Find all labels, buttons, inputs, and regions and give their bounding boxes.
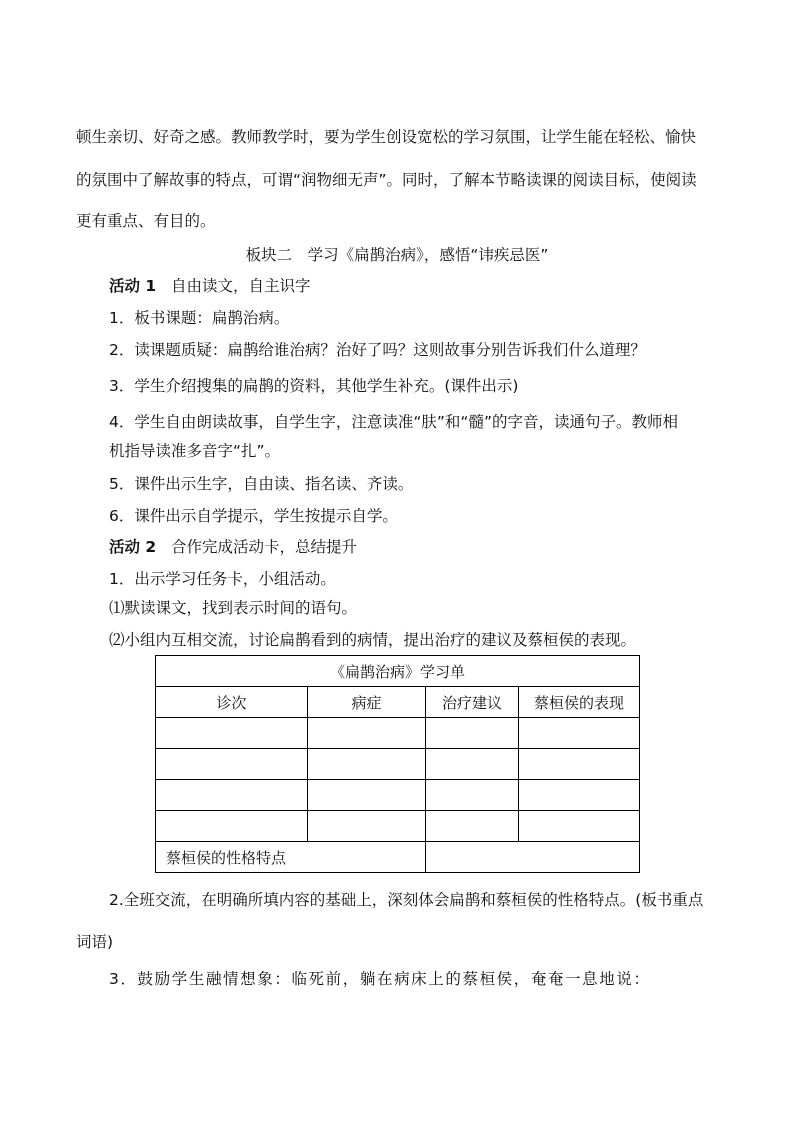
study-worksheet-table [155,655,640,873]
table-cell[interactable] [426,811,519,842]
table-row [156,780,640,811]
list-item: 1．出示学习任务卡，小组活动。 [109,570,336,588]
table-cell[interactable] [308,811,426,842]
table-row [156,811,640,842]
table-cell[interactable] [519,811,640,842]
table-cell[interactable] [519,780,640,811]
column-header: 病症 [308,687,426,718]
list-item: 2．读课题质疑：扁鹊给谁治病？治好了吗？这则故事分别告诉我们什么道理？ [109,341,646,359]
table-cell[interactable] [426,718,519,749]
table-cell[interactable] [156,780,308,811]
table-cell[interactable] [426,749,519,780]
table-title: 《扁鹊治病》学习单 [156,656,640,687]
table-cell[interactable] [519,718,640,749]
activity-label: 活动 2 [109,538,157,556]
table-cell[interactable] [426,842,640,873]
list-item: 4．学生自由朗读故事，自学生字，注意读准“肤”和“髓”的字音，读通句子。教师相 [109,413,678,431]
table-header-row [156,687,640,718]
column-header: 治疗建议 [426,687,519,718]
list-item: ⑵小组内互相交流，讨论扁鹊看到的病情，提出治疗的建议及蔡桓侯的表现。 [109,631,637,649]
activity-heading [109,276,310,296]
activity-label: 活动 1 [109,277,157,295]
list-item: 1．板书课题：扁鹊治病。 [109,309,290,327]
table-cell[interactable] [156,811,308,842]
table-cell[interactable] [156,749,308,780]
table-cell[interactable] [308,780,426,811]
list-item: 6．课件出示自学提示，学生按提示自学。 [109,507,398,525]
list-item: 机指导读准多音字“扎”。 [109,442,281,460]
paragraph-line: 3．鼓励学生融情想象：临死前，躺在病床上的蔡桓侯，奄奄一息地说： [109,970,651,988]
table-cell[interactable] [426,780,519,811]
paragraph-line: 的氛围中了解故事的特点，可谓“润物细无声”。同时，了解本节略读课的阅读目标，使阅读 [76,171,697,189]
footer-label: 蔡桓侯的性格特点 [156,842,426,873]
activity-title: 合作完成活动卡，总结提升 [170,538,357,556]
activity-heading [109,537,357,557]
column-header: 蔡桓侯的表现 [519,687,640,718]
section-title: 板块二 学习《扁鹊治病》，感悟“讳疾忌医” [245,246,549,264]
paragraph-line: 2.全班交流，在明确所填内容的基础上，深刻体会扁鹊和蔡桓侯的性格特点。(板书重点 [109,891,704,909]
list-item: 3．学生介绍搜集的扁鹊的资料，其他学生补充。(课件出示) [109,377,519,395]
paragraph-line: 更有重点、有目的。 [76,212,216,230]
table-cell[interactable] [156,718,308,749]
table-cell[interactable] [308,718,426,749]
table-row [156,718,640,749]
table-cell[interactable] [308,749,426,780]
table-row [156,749,640,780]
paragraph-line: 词语) [76,933,114,951]
table-cell[interactable] [519,749,640,780]
list-item: ⑴默读课文，找到表示时间的语句。 [109,599,358,617]
table-footer-row [156,842,640,873]
activity-title: 自由读文，自主识字 [170,277,311,295]
table-title-row [156,656,640,687]
column-header: 诊次 [156,687,308,718]
paragraph-line: 顿生亲切、好奇之感。教师教学时，要为学生创设宽松的学习氛围，让学生能在轻松、愉快 [76,128,697,146]
list-item: 5．课件出示生字，自由读、指名读、齐读。 [109,475,414,493]
